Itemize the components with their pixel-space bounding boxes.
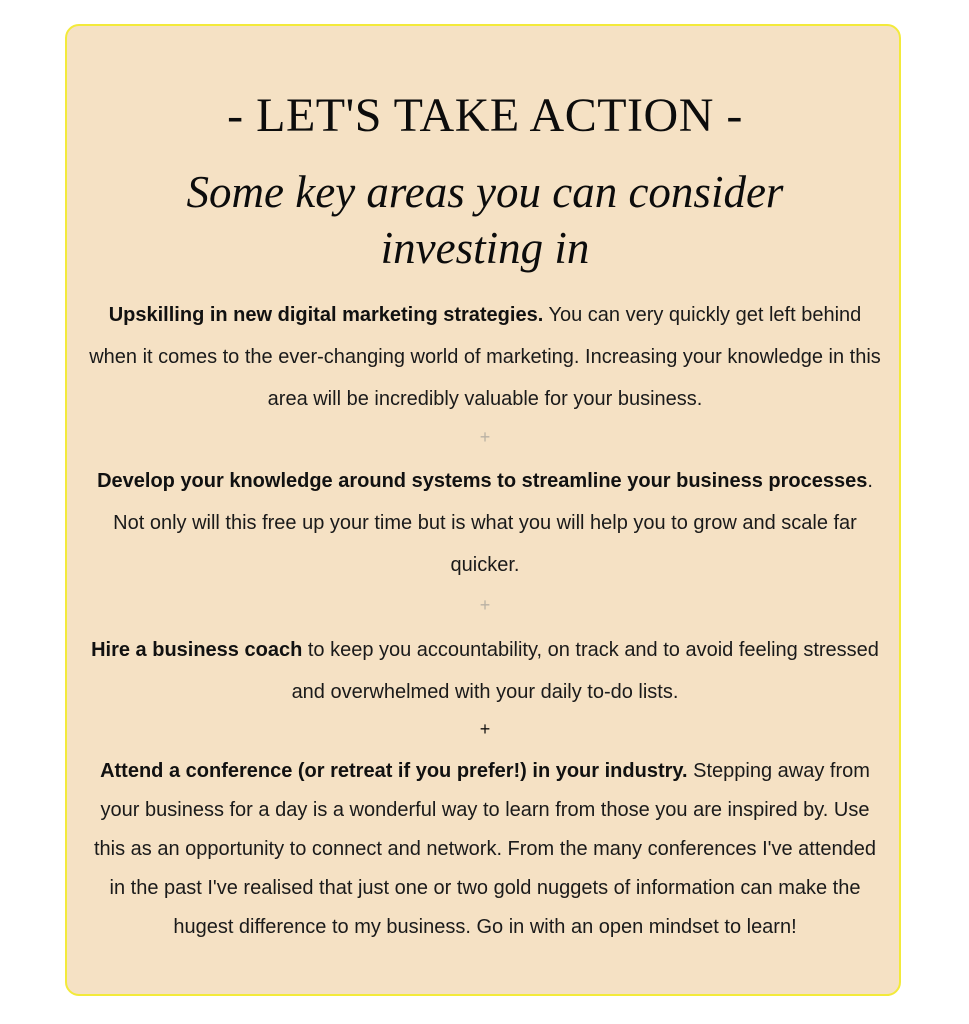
separator-plus: + xyxy=(479,719,491,739)
item-systems-title: Develop your knowledge around systems to streamline your business processes xyxy=(97,470,868,492)
item-business-coach-body: to keep you accountability, on track and to avoid feeling stressed and overwhelmed with your daily to-do lists. xyxy=(291,639,879,703)
item-business-coach xyxy=(85,629,885,713)
item-systems-body: . Not only will this free up your time but is what you will help you to grow and scale far quicker. xyxy=(113,470,873,576)
item-upskilling-body: You can very quickly get left behind when it comes to the ever-changing world of marketing. Increasing your knowledge in this area will be incredibly valuable for your business. xyxy=(89,304,881,410)
item-conference xyxy=(85,752,885,947)
separator-plus: + xyxy=(479,595,491,615)
item-upskilling-title: Upskilling in new digital marketing strategies. xyxy=(108,304,544,326)
item-upskilling xyxy=(85,294,885,420)
section-heading: - LET'S TAKE ACTION - xyxy=(227,89,743,142)
item-systems xyxy=(85,460,885,586)
separator-plus: + xyxy=(479,427,491,447)
item-conference-body: Stepping away from your business for a day is a wonderful way to learn from those you are inspired by. Use this as an opportunity to connect and network. From the many conferences I've attended in the past I've realised that just one or two gold nuggets of information can make the hugest difference to my business. Go in with an open mindset to learn! xyxy=(93,760,877,938)
content-card xyxy=(65,24,901,996)
section-subheading: Some key areas you can consider investing in xyxy=(186,167,784,273)
item-conference-title: Attend a conference (or retreat if you prefer!) in your industry. xyxy=(100,760,688,782)
item-business-coach-title: Hire a business coach xyxy=(91,639,303,661)
